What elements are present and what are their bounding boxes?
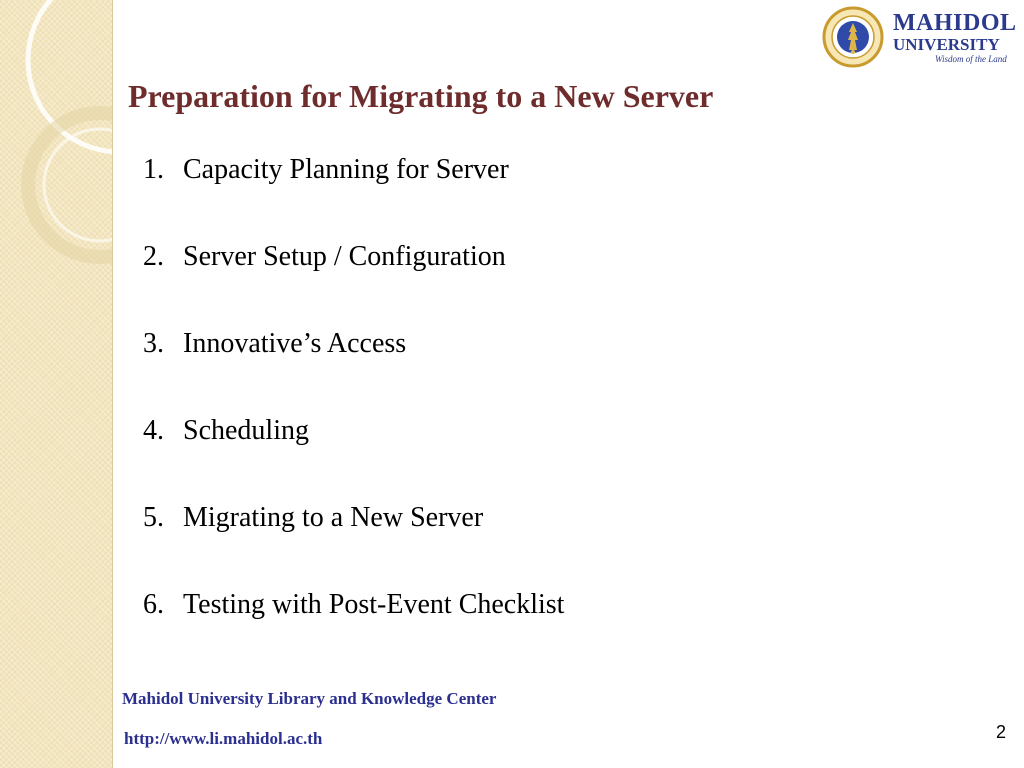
footer-organization: Mahidol University Library and Knowledge Center	[122, 689, 497, 708]
list-item-number: 4.	[143, 415, 164, 446]
list-item	[143, 411, 564, 498]
decorative-sidebar	[0, 0, 113, 768]
page-number: 2	[996, 722, 1007, 742]
list-item-number: 2.	[143, 241, 164, 272]
slide-title: Preparation for Migrating to a New Server	[128, 78, 714, 114]
list-item	[143, 237, 564, 324]
list-item-number: 5.	[143, 502, 164, 533]
list-item-text: Testing with Post-Event Checklist	[183, 589, 565, 620]
list-item-text: Capacity Planning for Server	[183, 154, 509, 185]
list-item-text: Migrating to a New Server	[183, 502, 484, 533]
logo-name: MAHIDOL	[893, 10, 1017, 36]
logo-university: UNIVERSITY	[893, 35, 1000, 54]
list-item	[143, 150, 564, 237]
list-item	[143, 324, 564, 411]
footer-url-link[interactable]: http://www.li.mahidol.ac.th	[124, 729, 323, 748]
list-item-text: Server Setup / Configuration	[183, 241, 506, 272]
list-item-text: Innovative’s Access	[183, 328, 407, 359]
university-logo	[822, 6, 1022, 68]
list-item-number: 1.	[143, 154, 164, 185]
list-item	[143, 498, 564, 585]
list-item-text: Scheduling	[183, 415, 309, 446]
list-item-number: 3.	[143, 328, 164, 359]
list-item-number: 6.	[143, 589, 164, 620]
numbered-list	[143, 150, 564, 672]
decorative-circles	[0, 0, 112, 768]
logo-tagline: Wisdom of the Land	[935, 54, 1007, 64]
mahidol-seal-icon	[822, 6, 886, 68]
list-item	[143, 585, 564, 672]
